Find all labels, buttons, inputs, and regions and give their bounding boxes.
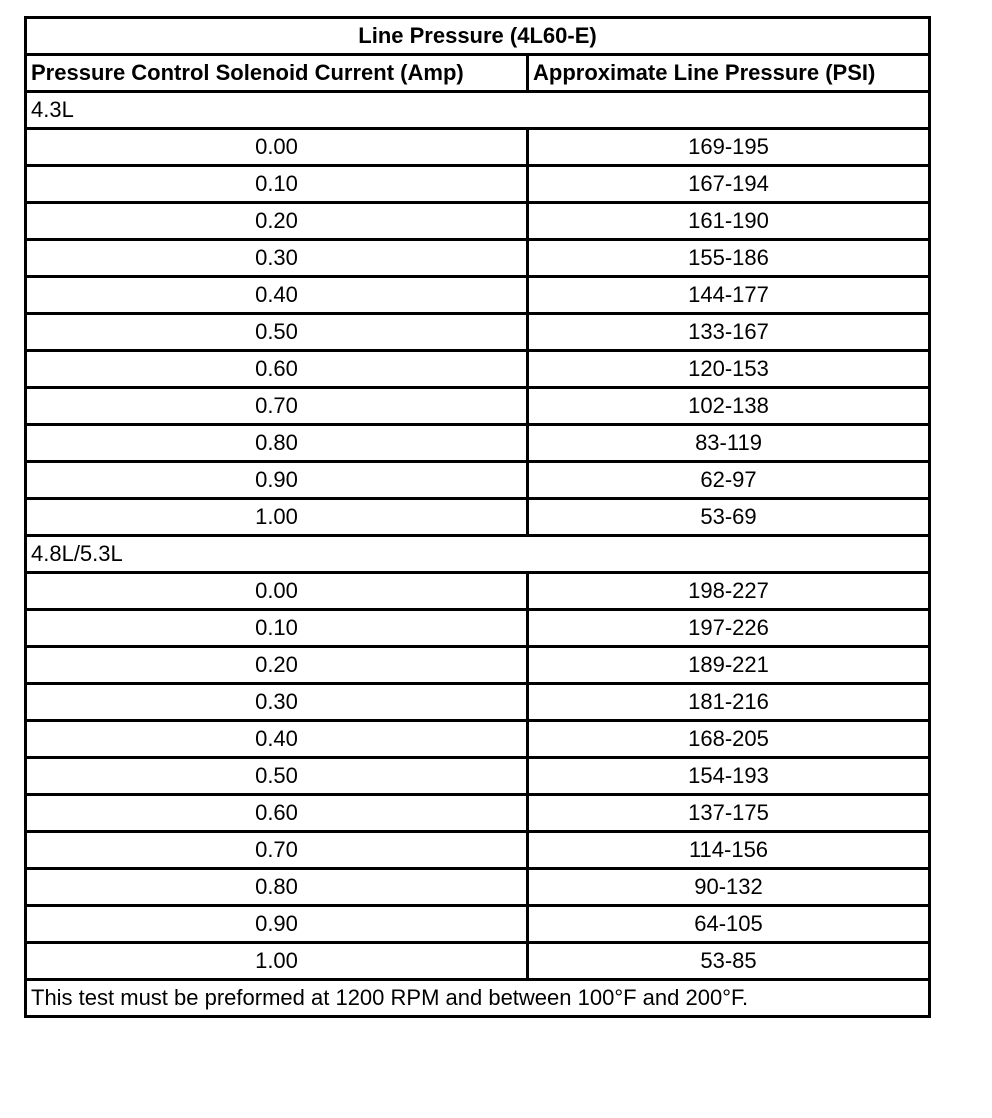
pressure-cell: 181-216 xyxy=(528,684,930,721)
current-cell: 0.20 xyxy=(26,647,528,684)
line-pressure-table xyxy=(24,16,931,1018)
current-cell: 0.60 xyxy=(26,795,528,832)
table-row xyxy=(26,499,930,536)
table-row xyxy=(26,462,930,499)
current-cell: 0.00 xyxy=(26,129,528,166)
pressure-cell: 154-193 xyxy=(528,758,930,795)
table-row xyxy=(26,314,930,351)
header-row xyxy=(26,55,930,92)
current-cell: 1.00 xyxy=(26,499,528,536)
group-row xyxy=(26,92,930,129)
table-row xyxy=(26,906,930,943)
pressure-cell: 197-226 xyxy=(528,610,930,647)
pressure-cell: 90-132 xyxy=(528,869,930,906)
pressure-cell: 120-153 xyxy=(528,351,930,388)
table-row xyxy=(26,832,930,869)
table-row xyxy=(26,573,930,610)
current-cell: 1.00 xyxy=(26,943,528,980)
title-row xyxy=(26,18,930,55)
table-row xyxy=(26,351,930,388)
pressure-cell: 198-227 xyxy=(528,573,930,610)
note-row xyxy=(26,980,930,1017)
current-cell: 0.40 xyxy=(26,721,528,758)
table-row xyxy=(26,758,930,795)
current-cell: 0.10 xyxy=(26,610,528,647)
current-cell: 0.80 xyxy=(26,425,528,462)
table-row xyxy=(26,388,930,425)
current-cell: 0.40 xyxy=(26,277,528,314)
table-row xyxy=(26,721,930,758)
pressure-cell: 155-186 xyxy=(528,240,930,277)
table-row xyxy=(26,795,930,832)
pressure-cell: 168-205 xyxy=(528,721,930,758)
current-cell: 0.50 xyxy=(26,758,528,795)
pressure-cell: 62-97 xyxy=(528,462,930,499)
engine-group-label: 4.3L xyxy=(26,92,930,129)
table-row xyxy=(26,684,930,721)
group-row xyxy=(26,536,930,573)
header-pressure: Approximate Line Pressure (PSI) xyxy=(528,55,930,92)
table-row xyxy=(26,647,930,684)
pressure-cell: 137-175 xyxy=(528,795,930,832)
table-row xyxy=(26,425,930,462)
current-cell: 0.60 xyxy=(26,351,528,388)
current-cell: 0.30 xyxy=(26,684,528,721)
current-cell: 0.90 xyxy=(26,906,528,943)
header-current: Pressure Control Solenoid Current (Amp) xyxy=(26,55,528,92)
pressure-cell: 114-156 xyxy=(528,832,930,869)
table-body xyxy=(26,18,930,1017)
pressure-cell: 169-195 xyxy=(528,129,930,166)
table-row xyxy=(26,869,930,906)
pressure-cell: 167-194 xyxy=(528,166,930,203)
current-cell: 0.70 xyxy=(26,832,528,869)
table-row xyxy=(26,240,930,277)
table-row xyxy=(26,166,930,203)
pressure-cell: 144-177 xyxy=(528,277,930,314)
table-row xyxy=(26,610,930,647)
table-row xyxy=(26,943,930,980)
table-row xyxy=(26,129,930,166)
current-cell: 0.20 xyxy=(26,203,528,240)
current-cell: 0.50 xyxy=(26,314,528,351)
table-row xyxy=(26,277,930,314)
current-cell: 0.30 xyxy=(26,240,528,277)
current-cell: 0.80 xyxy=(26,869,528,906)
pressure-cell: 102-138 xyxy=(528,388,930,425)
table-title: Line Pressure (4L60-E) xyxy=(26,18,930,55)
table-row xyxy=(26,203,930,240)
pressure-cell: 53-69 xyxy=(528,499,930,536)
pressure-cell: 189-221 xyxy=(528,647,930,684)
current-cell: 0.00 xyxy=(26,573,528,610)
current-cell: 0.70 xyxy=(26,388,528,425)
test-condition-note: This test must be preformed at 1200 RPM and between 100°F and 200°F. xyxy=(26,980,930,1017)
current-cell: 0.90 xyxy=(26,462,528,499)
pressure-cell: 64-105 xyxy=(528,906,930,943)
pressure-cell: 53-85 xyxy=(528,943,930,980)
pressure-cell: 133-167 xyxy=(528,314,930,351)
pressure-cell: 161-190 xyxy=(528,203,930,240)
engine-group-label: 4.8L/5.3L xyxy=(26,536,930,573)
current-cell: 0.10 xyxy=(26,166,528,203)
pressure-cell: 83-119 xyxy=(528,425,930,462)
